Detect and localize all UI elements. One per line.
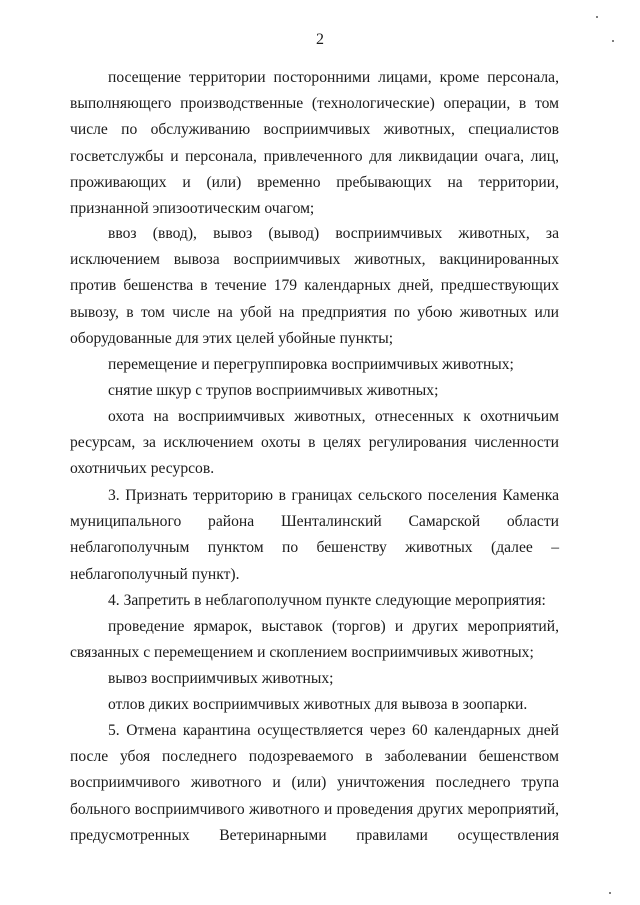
page-number: 2 (316, 31, 324, 48)
scan-speck (609, 892, 611, 894)
paragraph-catching: отлов диких восприимчивых животных для вывоза в зоопарки. (108, 696, 528, 713)
paragraph-import-export: ввоз (ввод), вывоз (вывод) восприимчивых животных, за исключением вывоза восприимчивых животных, вакцинированных против бешенства в течение 179 календарных дней, предшествующих вывозу, в том числе на убой на предприятия по убою животных или оборудованные для этих целей убойные пункты; (70, 225, 559, 347)
paragraph-regrouping: перемещение и перегруппировка восприимчивых животных; (108, 356, 514, 373)
paragraph-item-3: 3. Признать территорию в границах сельского поселения Каменка муниципального района Шенталинский Самарской области неблагополучным пунктом по бешенству животных (далее – неблагополучный пункт). (70, 487, 559, 583)
scan-speck (596, 16, 598, 18)
paragraph-fairs: проведение ярмарок, выставок (торгов) и других мероприятий, связанных с перемещением и скоплением восприимчивых животных; (70, 618, 559, 662)
scan-speck (612, 40, 614, 42)
paragraph-visitors-restriction: посещение территории посторонними лицами, кроме персонала, выполняющего производственные (технологические) операции, в том числе по обслуживанию восприимчивых животных, специалистов госветслужбы и персонала, привлеченного для ликвидации очага, лиц, проживающих и (или) временно пребывающих на территории, признанной эпизоотическим очагом; (70, 69, 559, 218)
paragraph-item-5: 5. Отмена карантина осуществляется через 60 календарных дней после убоя последнего подозреваемого в заболевании бешенством восприимчивого животного и (или) уничтожения последнего трупа больного восприимчивого животного и проведения других мероприятий, предусмотренных Ветеринарными правилами осуществления (70, 722, 559, 844)
paragraph-export-animals: вывоз восприимчивых животных; (108, 670, 334, 687)
paragraph-item-4: 4. Запретить в неблагополучном пункте следующие мероприятия: (108, 592, 546, 609)
paragraph-skinning: снятие шкур с трупов восприимчивых животных; (108, 382, 439, 399)
paragraph-hunting: охота на восприимчивых животных, отнесенных к охотничьим ресурсам, за исключением охоты в целях регулирования численности охотничьих ресурсов. (70, 408, 559, 478)
